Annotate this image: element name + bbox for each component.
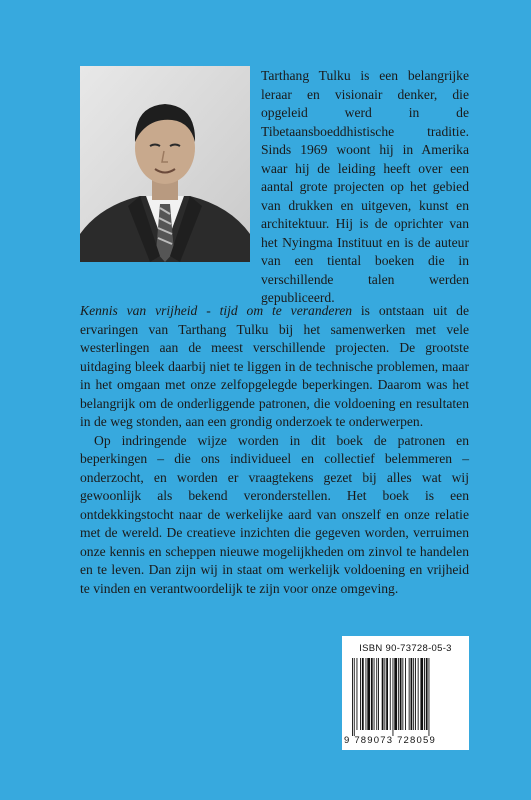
- barcode-bar: [426, 658, 428, 730]
- barcode-bar: [420, 658, 423, 730]
- barcode-bar: [360, 658, 361, 730]
- barcode-bar: [386, 658, 388, 730]
- barcode-bar: [354, 658, 355, 736]
- barcode-bar: [374, 658, 375, 730]
- barcode-box: [342, 636, 469, 750]
- barcode-bar: [376, 658, 377, 730]
- barcode-bar: [357, 658, 358, 730]
- description-paragraph-1-text: is ontstaan uit de ervaringen van Tarthang Tulku bij het samenwerken met vele westerlingen aan de meest verschillende projecten. De grootste uitdaging bleek daarbij niet te liggen in de technische problemen, maar in het omgaan met onze zelfopgelegde beperkingen. Daarom was het belangrijk om de onderliggende patronen, die voldoening en resultaten in de weg stonden, aan een grondig onderzoek te onderwerpen.: [80, 303, 469, 429]
- ean-number: 9 789073 728059: [344, 735, 436, 746]
- barcode-bar: [405, 658, 406, 730]
- barcode-bar: [411, 658, 413, 730]
- book-title: Kennis van vrijheid - tijd om te veranderen: [80, 303, 353, 318]
- book-description: [80, 302, 469, 598]
- barcode-bar: [429, 658, 430, 736]
- barcode-bar: [382, 658, 384, 730]
- barcode-bar: [398, 658, 399, 730]
- isbn-label: ISBN 90-73728-05-3: [359, 643, 452, 654]
- barcode-bar: [378, 658, 379, 730]
- barcode-bar: [424, 658, 425, 730]
- barcode-bar: [390, 658, 391, 730]
- barcode-bar: [402, 658, 403, 730]
- author-bio: Tarthang Tulku is een belangrijke leraar en visionair denker, die opgeleid werd in de Tibetaansboeddhistische traditie. Sinds 1969 woont hij in Amerika waar hij de leiding heeft over een aantal grote projecten op het gebied van drukken en uitgeven, kunst en architektuur. Hij is de oprichter van het Nyingma Instituut en is de auteur van een tiental boeken die in verschillende talen werden gepubliceerd.: [261, 68, 469, 305]
- barcode-bar: [394, 658, 397, 730]
- barcode-bar: [418, 658, 419, 730]
- barcode-bar: [371, 658, 373, 730]
- barcode-bar: [367, 658, 370, 730]
- author-photo: [80, 66, 250, 262]
- barcode-bar: [409, 658, 410, 730]
- description-paragraph-1: [80, 302, 469, 432]
- barcode-bar: [393, 658, 394, 736]
- barcode-bar: [362, 658, 364, 730]
- barcode-bar: [415, 658, 416, 730]
- barcode-bar: [384, 658, 385, 730]
- barcode-bar: [352, 658, 353, 736]
- author-portrait-image: [80, 66, 250, 262]
- barcode-bar: [400, 658, 402, 730]
- description-paragraph-2: Op indringende wijze worden in dit boek de patronen en beperkingen – die ons individueel en collectief belemmeren – onderzocht, en worden er vraagtekens gezet bij alles wat wij gewoonlijk als bekend veronderstellen. Het boek is een ontdekkingstocht naar de werkelijke aard van onszelf en onze relatie met de wereld. De creatieve inzichten die gegeven worden, verruimen onze kennis en scheppen nieuwe mogelijkheden om zinvol te handelen en te leven. Dan zijn wij in staat om werkelijk voldoening en vrijheid te vinden en verantwoordelijk te zijn voor onze omgeving.: [80, 432, 469, 596]
- barcode-bar: [366, 658, 367, 730]
- barcode-icon: [352, 658, 460, 736]
- barcode-bar: [413, 658, 414, 730]
